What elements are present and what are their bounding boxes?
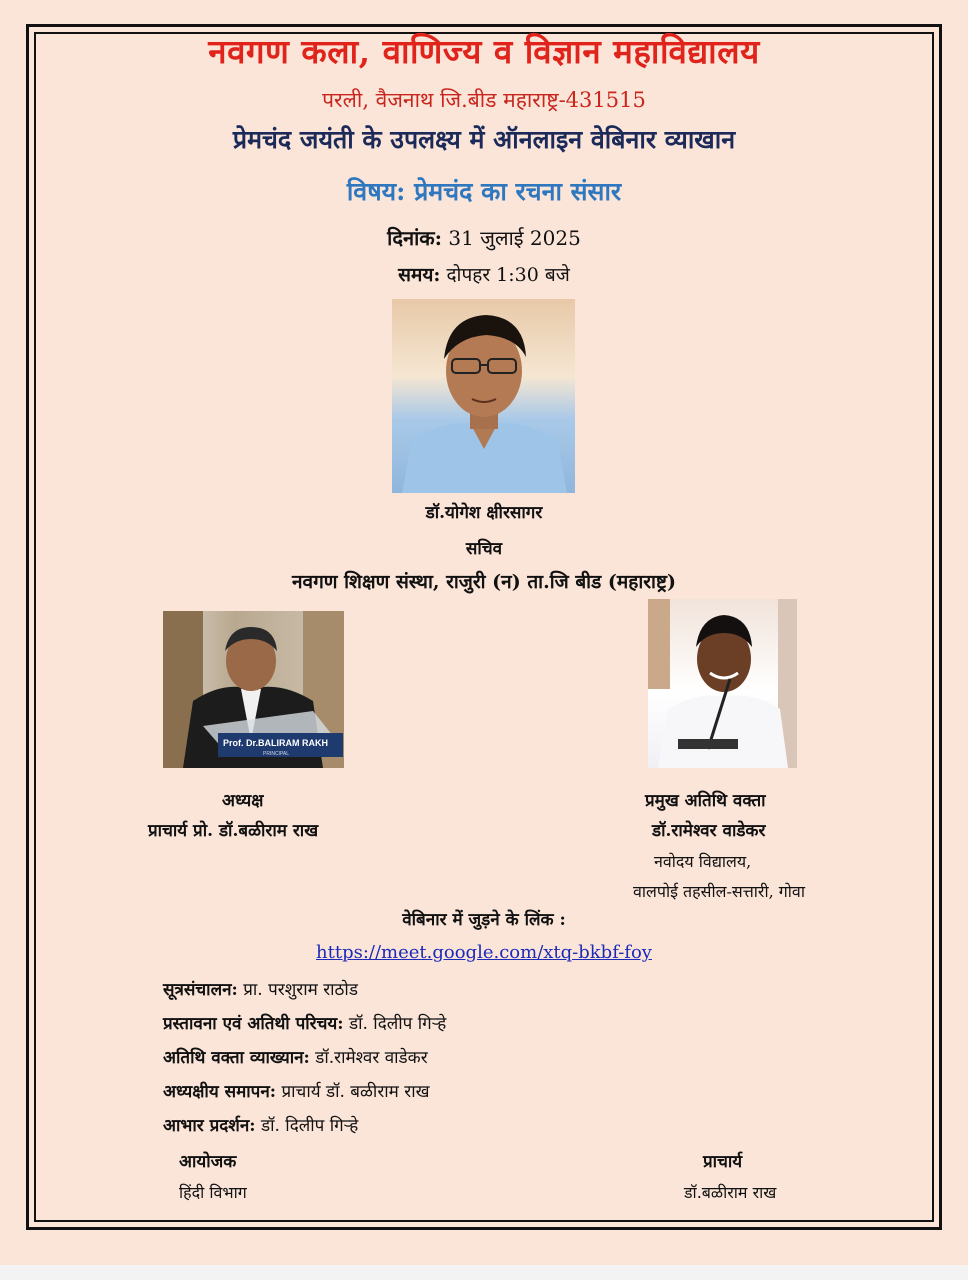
program-label: आभार प्रदर्शन: bbox=[163, 1116, 256, 1136]
program-item bbox=[163, 1011, 446, 1034]
guest-name: डॉ.रामेश्वर वाडेकर bbox=[652, 821, 766, 841]
webinar-link[interactable]: https://meet.google.com/xtq-bkbf-foy bbox=[316, 942, 652, 963]
program-label: अतिथि वक्ता व्याख्यान: bbox=[163, 1048, 310, 1068]
time-label: समय: bbox=[398, 264, 441, 286]
date-value: 31 जुलाई 2025 bbox=[442, 226, 581, 250]
join-link-label: वेबिनार में जुड़ने के लिंक : bbox=[402, 910, 566, 930]
program-value: डॉ.रामेश्वर वाडेकर bbox=[309, 1048, 428, 1068]
guest-institution-line1: नवोदय विद्यालय, bbox=[654, 852, 752, 871]
guest-institution-line2: वालपोई तहसील-सत्तारी, गोवा bbox=[633, 882, 805, 901]
main-speaker-name: डॉ.योगेश क्षीरसागर bbox=[425, 503, 543, 523]
program-item bbox=[163, 1045, 428, 1068]
main-speaker-photo bbox=[392, 299, 575, 493]
program-item bbox=[163, 1079, 430, 1102]
program-item bbox=[163, 977, 358, 1000]
president-nameplate: Prof. Dr.BALIRAM RAKH bbox=[223, 738, 328, 748]
president-photo bbox=[163, 611, 344, 768]
time-value: दोपहर 1:30 बजे bbox=[440, 264, 570, 286]
event-topic: विषय: प्रेमचंद का रचना संसार bbox=[346, 177, 622, 206]
program-value: प्रा. परशुराम राठोड bbox=[237, 980, 358, 1000]
program-label: अध्यक्षीय समापन: bbox=[163, 1082, 277, 1102]
main-speaker-role: सचिव bbox=[465, 539, 503, 559]
date-label: दिनांक: bbox=[387, 226, 442, 250]
principal-value: डॉ.बळीराम राख bbox=[684, 1183, 777, 1202]
program-label: प्रस्तावना एवं अतिथी परिचय: bbox=[163, 1014, 344, 1034]
program-value: डॉ. दिलीप गिऱ्हे bbox=[343, 1014, 447, 1034]
college-name: नवगण कला, वाणिज्य व विज्ञान महाविद्यालय bbox=[208, 32, 760, 71]
principal-label: प्राचार्य bbox=[703, 1152, 743, 1172]
event-title: प्रेमचंद जयंती के उपलक्ष्य में ऑनलाइन वेबिनार व्याखान bbox=[232, 125, 736, 154]
event-date bbox=[0, 224, 968, 251]
guest-portrait bbox=[648, 599, 797, 768]
main-speaker-portrait bbox=[392, 299, 575, 493]
bottom-strip bbox=[0, 1265, 968, 1280]
program-value: डॉ. दिलीप गिऱ्हे bbox=[255, 1116, 359, 1136]
president-name: प्राचार्य प्रो. डॉ.बळीराम राख bbox=[148, 821, 319, 841]
guest-role: प्रमुख अतिथि वक्ता bbox=[645, 791, 766, 811]
guest-photo bbox=[648, 599, 797, 768]
college-address: परली, वैजनाथ जि.बीड महाराष्ट्र-431515 bbox=[322, 88, 646, 112]
program-value: प्राचार्य डॉ. बळीराम राख bbox=[276, 1082, 430, 1102]
event-time bbox=[0, 261, 968, 287]
program-item bbox=[163, 1113, 358, 1136]
organizer-label: आयोजक bbox=[179, 1152, 237, 1172]
president-role: अध्यक्ष bbox=[222, 791, 264, 811]
program-label: सूत्रसंचालन: bbox=[163, 980, 238, 1000]
organizer-value: हिंदी विभाग bbox=[179, 1183, 247, 1202]
main-speaker-org: नवगण शिक्षण संस्था, राजुरी (न) ता.जि बीड (महाराष्ट्र) bbox=[291, 571, 677, 593]
president-nameplate-sub: PRINCIPAL bbox=[263, 751, 290, 757]
